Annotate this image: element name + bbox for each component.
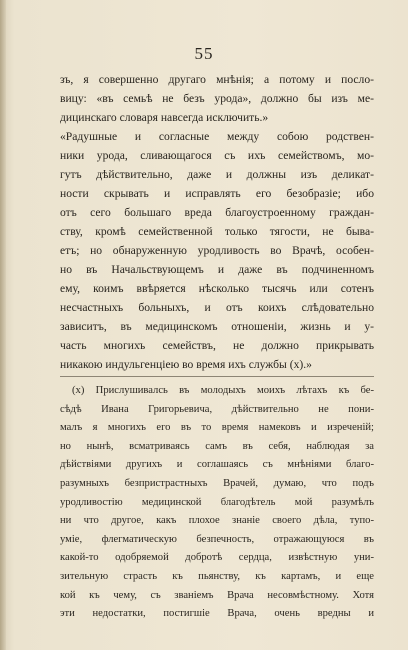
text-line: етъ; но обнаруженную уродливость во Врачѣ, особен- — [60, 244, 374, 257]
text-line: часть многихъ семействъ, не должно прикрывать — [60, 339, 374, 352]
footnote-line: эти недостатки, постигшіе Врача, очень вредны и — [60, 608, 374, 620]
footnote-line: (х) Прислушивалсь въ молодыхъ моихъ лѣтахъ къ бе- — [72, 385, 374, 396]
main-text-block — [60, 70, 374, 374]
text-line: ству, кромѣ семейственной только тягости, не быва- — [60, 225, 374, 238]
footnote-line: уродливостію медицинской благодѣтель мой разумѣлъ — [60, 496, 374, 508]
page-number: 55 — [194, 44, 214, 63]
text-line: вицу: «въ семьѣ не безъ урода», должно бы изъ ме- — [60, 92, 374, 105]
footnote-line: уміе, флегматическую безпечность, отражающуюся въ — [60, 533, 374, 545]
footnote-line: малъ я многихъ его въ то время намековъ и изреченій; — [60, 422, 374, 434]
text-line: никакою индульгенціею во время ихъ службы (х).» — [60, 358, 312, 371]
text-line: дицинскаго словаря навсегда исключить.» — [60, 111, 269, 124]
footnote-line: дѣйствіями другихъ и соглашаясь съ мнѣніями благо- — [60, 459, 374, 471]
text-line: гутъ дѣйствительно, даже и должны изъ деликат- — [60, 168, 374, 181]
text-line: отъ сего большаго вреда благоустроенному граждан- — [60, 206, 374, 219]
footnote-line: ни что другое, какъ плохое знаніе своего дѣла, тупо- — [60, 515, 374, 527]
footnote-block — [60, 382, 374, 624]
text-line: но въ Начальствующемъ и даже въ подчиненномъ — [60, 263, 374, 276]
page-binding-edge — [0, 0, 6, 650]
footnote-line: разумныхъ безпристрастныхъ Врачей, думаю, что подъ — [60, 477, 374, 489]
text-line: «Радушные и согласные между собою родствен- — [60, 130, 374, 143]
footnote-separator — [60, 376, 374, 377]
footnote-line: кой къ чему, съ званіемъ Врача несовмѣстному. Хотя — [60, 589, 374, 601]
footnote-line: какой-то одобряемой добротѣ сердца, извѣстную уни- — [60, 552, 374, 564]
footnote-line: но нынѣ, всматриваясь самъ въ себя, наблюдая за — [60, 440, 374, 452]
text-line: зъ, я совершенно другаго мнѣнія; а потому и посло- — [60, 73, 374, 86]
text-line: несчастныхъ больныхъ, и отъ коихъ слѣдовательно — [60, 301, 374, 314]
footnote-line: зительную страсть къ пьянству, къ картамъ, и еще — [60, 570, 374, 582]
text-line: ности скрывать и исправлять его безобразіе; ибо — [60, 187, 374, 200]
text-line: зависитъ, въ медицинскомъ отношеніи, жизнь и у- — [60, 320, 374, 333]
text-line: ему, коимъ ввѣряется нѣсколько тысячь или сотенъ — [60, 282, 374, 295]
footnote-line: сѣдѣ Ивана Григорьевича, дѣйствительно не пони- — [60, 403, 374, 415]
text-line: ники урода, сливающагося съ ихъ семействомъ, мо- — [60, 149, 374, 162]
